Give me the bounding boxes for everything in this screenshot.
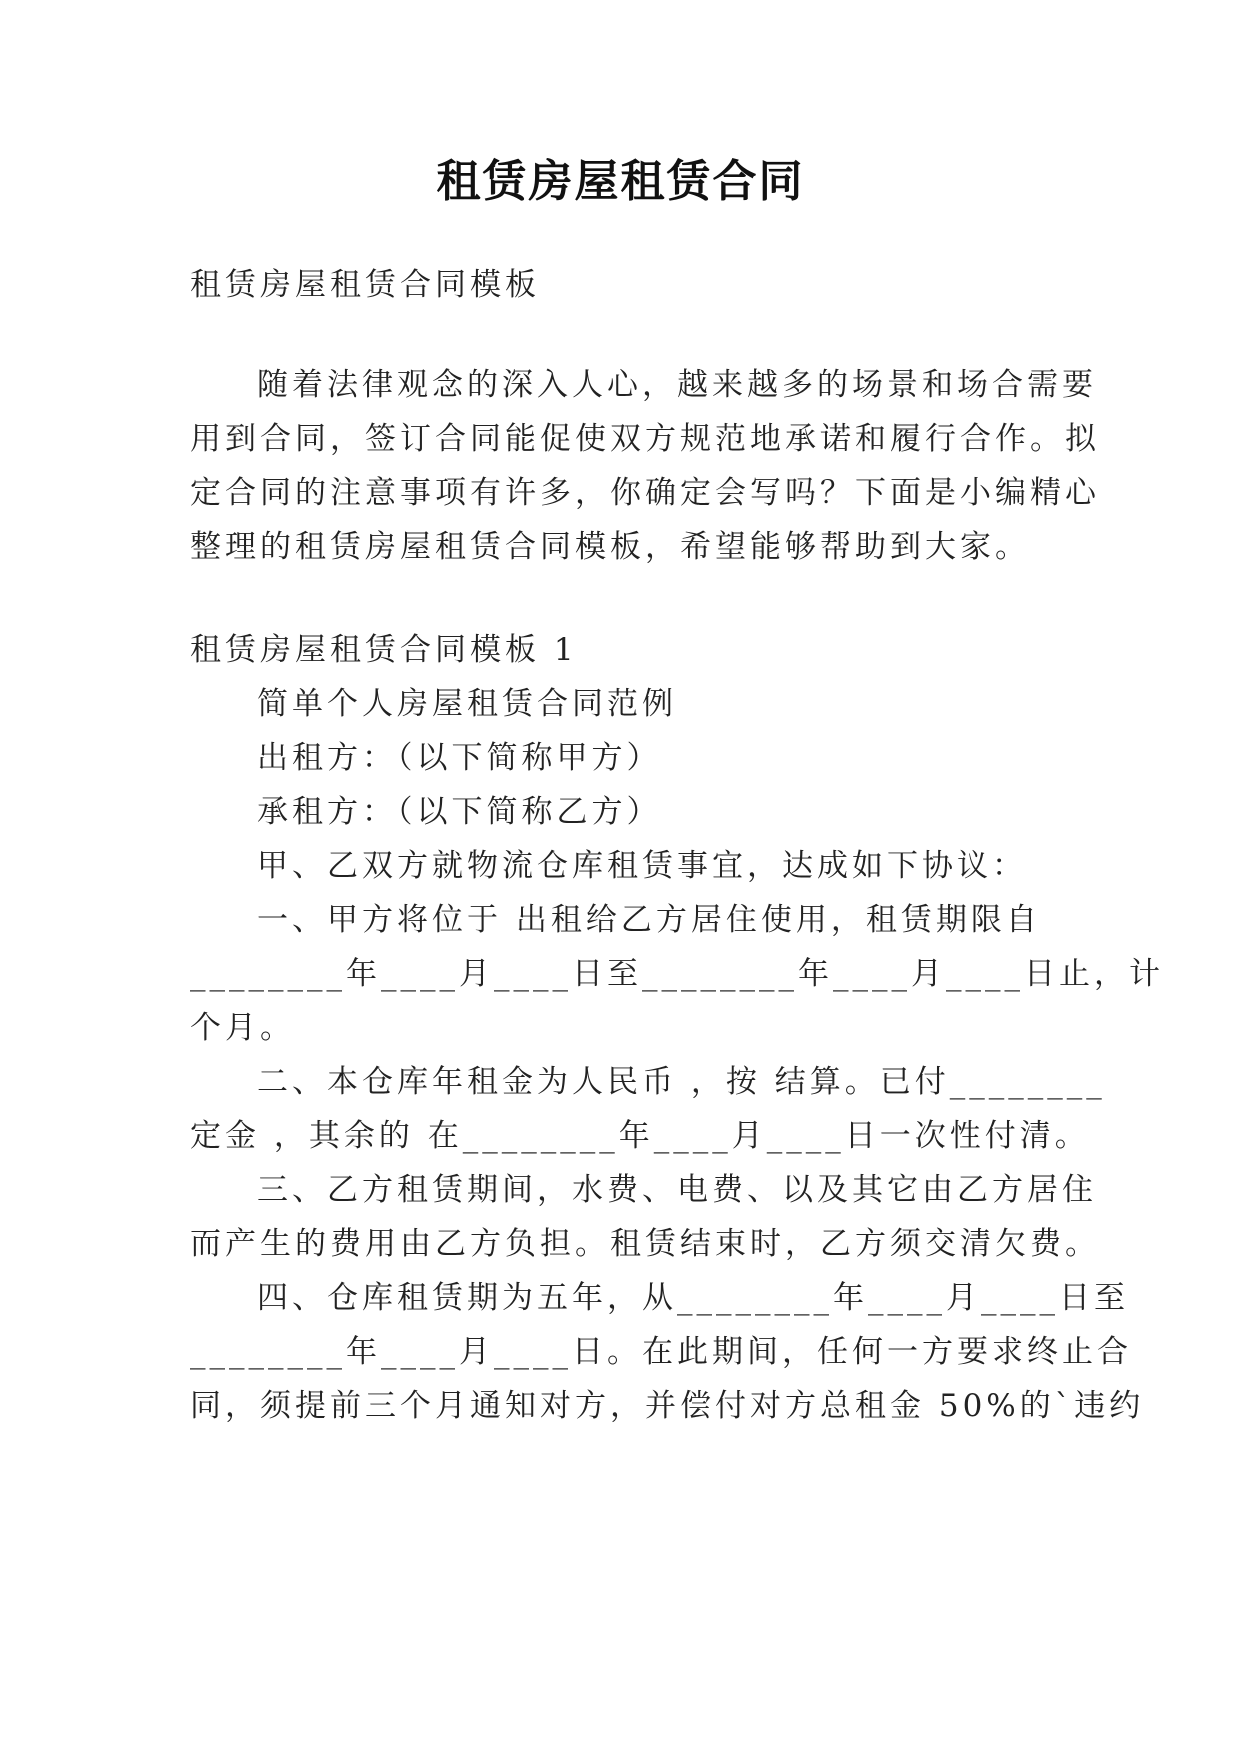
clause4-line-3: 同，须提前三个月通知对方，并偿付对方总租金 50%的`违约: [190, 1388, 1145, 1424]
intro-line-4: 整理的租赁房屋租赁合同模板，希望能够帮助到大家。: [190, 529, 1030, 565]
clause4-line-1: 四、仓库租赁期为五年，从________年____月____日至: [257, 1280, 1129, 1316]
lessor-line: 出租方：（以下简称甲方）: [257, 740, 662, 776]
clause4-line-2: ________年____月____日。在此期间，任何一方要求终止合: [190, 1334, 1132, 1370]
document-title: 租赁房屋租赁合同: [436, 156, 805, 207]
document-subtitle: 租赁房屋租赁合同模板: [190, 267, 540, 303]
intro-line-2: 用到合同，签订合同能促使双方规范地承诺和履行合作。拟: [190, 421, 1100, 457]
clause3-line-2: 而产生的费用由乙方负担。租赁结束时，乙方须交清欠费。: [190, 1226, 1100, 1262]
clause1-line-1: 一、甲方将位于 出租给乙方居住使用，租赁期限自: [257, 902, 1041, 938]
section-heading: 租赁房屋租赁合同模板 1: [190, 632, 578, 668]
intro-line-1: 随着法律观念的深入人心，越来越多的场景和场合需要: [257, 367, 1097, 403]
clause1-line-2: ________年____月____日至________年____月____日止，计: [190, 956, 1164, 992]
clause1-line-3: 个月。: [190, 1010, 295, 1046]
agreement-line: 甲、乙双方就物流仓库租赁事宜，达成如下协议：: [257, 848, 1027, 884]
example-title: 简单个人房屋租赁合同范例: [257, 686, 677, 722]
clause2-line-2: 定金 ，其余的 在________年____月____日一次性付清。: [190, 1118, 1090, 1154]
lessee-line: 承租方：（以下简称乙方）: [257, 794, 662, 830]
clause2-line-1: 二、本仓库年租金为人民币 ，按 结算。已付________: [257, 1064, 1106, 1100]
intro-line-3: 定合同的注意事项有许多，你确定会写吗？下面是小编精心: [190, 475, 1100, 511]
clause3-line-1: 三、乙方租赁期间，水费、电费、以及其它由乙方居住: [257, 1172, 1097, 1208]
